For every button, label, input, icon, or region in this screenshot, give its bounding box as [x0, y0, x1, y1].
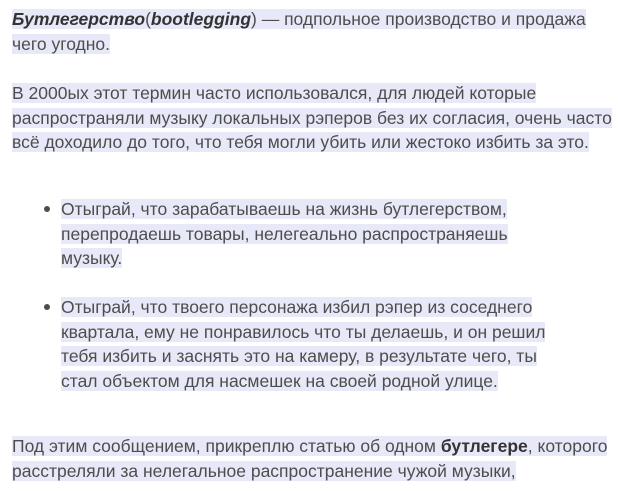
paren-open: ( — [145, 9, 151, 29]
term-bootlegging-en: bootlegging — [150, 9, 252, 29]
bullet-item-2 — [61, 295, 546, 393]
intro-highlight — [12, 9, 586, 54]
footer-bold-term: бутлегере — [440, 436, 528, 456]
bullet-item-1-text: Отыграй, что зарабатываешь на жизнь бутлегерством, перепродаешь товары, нелегеально распространяешь музыку. — [61, 199, 508, 268]
paren-close: ) — [251, 9, 257, 29]
bullet-item-1 — [61, 197, 516, 271]
bullet-marker-2 — [44, 304, 50, 310]
paragraph-2000s — [12, 81, 614, 155]
term-bootlegging-ru: Бутлегерство — [12, 9, 146, 29]
bullet-marker-1 — [44, 206, 50, 212]
intro-definition: — подпольное производство и продажа чего угодно. — [12, 9, 586, 54]
bullet-item-2-text: Отыграй, что твоего персонажа избил рэпер из соседнего квартала, ему не понравилось что ты делаешь, и он решил тебя избить и заснять это на камеру, в результате чего, ты стал объектом для насмешек на своей родной улице. — [61, 297, 546, 391]
intro-paragraph — [12, 7, 607, 56]
paragraph-2000s-text: В 2000ых этот термин часто использовался, для людей которые распространяли музыку локальных рэперов без их согласия, очень часто всё доходило до того, что тебя могли убить или жестоко избить за это. — [12, 83, 612, 152]
footer-highlight — [12, 436, 607, 481]
footer-text-before: Под этим сообщением, прикреплю статью об одном — [12, 436, 441, 456]
footer-paragraph — [12, 434, 612, 483]
footer-text-after: , которого расстреляли за нелегальное распространение чужой музыки, — [12, 436, 608, 481]
